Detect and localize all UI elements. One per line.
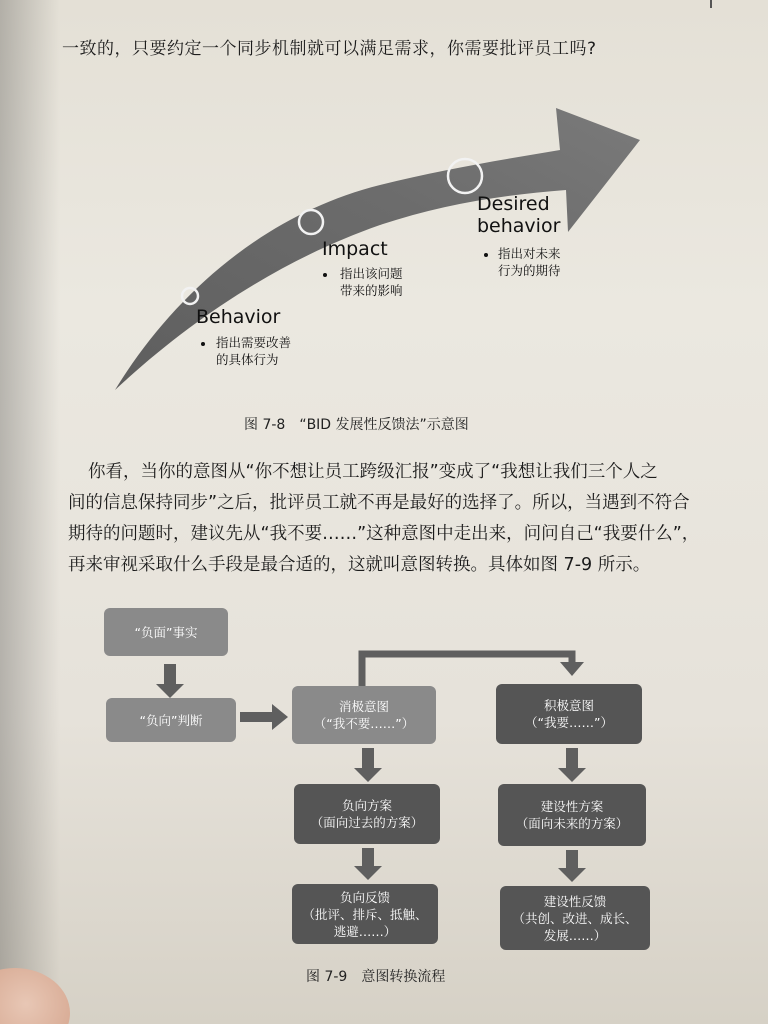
positive-feedback-box: 建设性反馈 （共创、改进、成长、 发展……） [500, 886, 650, 950]
desired-behavior-title: Desired behavior [477, 193, 561, 237]
negative-intent-box: 消极意图 （“我不要……”） [292, 686, 436, 744]
positive-plan-box: 建设性方案 （面向未来的方案） [498, 784, 646, 846]
intent-shift-arrow [362, 654, 572, 686]
body-paragraph: 你看，当你的意图从“你不想让员工跨级汇报”变成了“我想让我们三个人之 [88, 462, 658, 482]
figure-7-9-caption: 图 7-9 意图转换流程 [306, 969, 446, 985]
negative-feedback-box: 负向反馈 （批评、排斥、抵触、 逃避……） [292, 884, 438, 944]
negative-fact-box: “负面”事实 [104, 608, 228, 656]
negative-plan-box: 负向方案 （面向过去的方案） [294, 784, 440, 844]
behavior-title: Behavior [196, 306, 281, 328]
body-paragraph-line: 间的信息保持同步”之后，批评员工就不再是最好的选择了。所以，当遇到不符合 期待的问题时，建议先从“我不要……”这种意图中走出来，问问自己“我要什么”， 再来审视采取什么手段是最合适的，这就叫意图转换。具体如图 7-9 所示。 [68, 493, 700, 575]
figure-7-8-caption: 图 7-8 “BID 发展性反馈法”示意图 [244, 417, 469, 433]
impact-title: Impact [322, 238, 388, 260]
negative-judgment-box: “负向”判断 [106, 698, 236, 742]
neg-intent-to-plan-arrow [354, 748, 382, 782]
desired-description: 指出对未来 行为的期待 [498, 246, 561, 278]
fact-to-judgment-arrow [156, 664, 184, 698]
top-text-line: 一致的，只要约定一个同步机制就可以满足需求，你需要批评员工吗? [62, 39, 597, 59]
positive-intent-box: 积极意图 （“我要……”） [496, 684, 642, 744]
impact-description: 指出该问题 带来的影响 [340, 266, 403, 298]
neg-plan-to-feedback-arrow [354, 848, 382, 880]
pos-intent-to-plan-arrow [558, 748, 586, 782]
behavior-description: 指出需要改善 的具体行为 [216, 335, 292, 367]
pos-plan-to-feedback-arrow [558, 850, 586, 882]
judgment-to-intent-arrow [240, 704, 288, 730]
